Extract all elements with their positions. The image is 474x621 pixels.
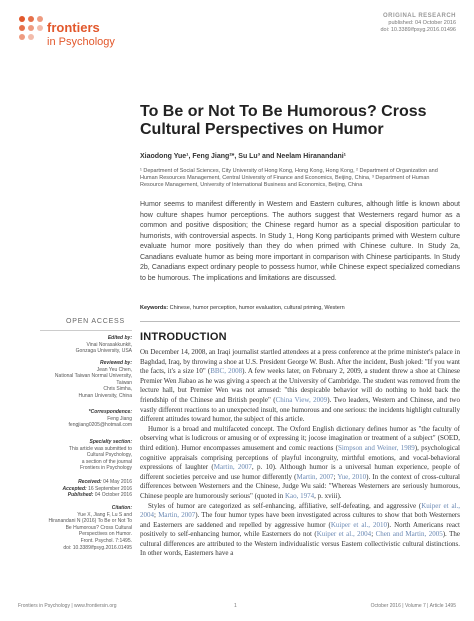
sidebar-divider <box>40 330 132 331</box>
brand-name: frontiers <box>47 20 100 35</box>
edited-by <box>40 335 132 355</box>
citation-link[interactable]: Kuiper et al., 2010 <box>330 520 387 529</box>
article-type: ORIGINAL RESEARCH <box>382 13 456 19</box>
citation-line: Yue X, Jiang F, Lu S and <box>77 511 132 518</box>
page-number: 1 <box>234 603 237 609</box>
edited-by-label: Edited by: <box>107 335 132 341</box>
specialty-line: Cultural Psychology, <box>86 452 132 459</box>
body-text: ). Two leaders, Western and Chinese, and two vastly different reactions to an unexpected insult, one humorous and one serious: the incidents highlight culturally different attitudes toward humor, the subject of this article. <box>140 395 460 424</box>
citation-line: Be Humorous? Cross Cultural <box>65 524 132 531</box>
specialty-section <box>40 439 132 472</box>
body-text: , p. xviii). <box>314 491 342 500</box>
citation-link[interactable]: Chen and Martin, 2005 <box>375 530 443 539</box>
published-date-side: 04 October 2016 <box>94 492 132 499</box>
body-text: ; <box>154 511 159 520</box>
article-header-info <box>380 13 456 34</box>
citation-link[interactable]: BBC, 2008 <box>210 367 243 376</box>
affiliation-line: ¹ Department of Social Sciences, City University of Hong Kong, Hong Kong, Hong Kong, ² Department of Organization and <box>140 168 438 174</box>
published-date: published: 04 October 2016 <box>388 20 456 26</box>
body-text: ; <box>371 530 376 539</box>
affiliation-line: Resource Management, University of International Business and Economics, Beijing, China <box>140 182 363 189</box>
open-access-label: OPEN ACCESS <box>66 318 125 325</box>
footer-issue-info: October 2016 | Volume 7 | Article 1495 <box>370 603 456 609</box>
body-text: Styles of humor are categorized as self-enhancing, affiliative, self-defeating, and aggressive ( <box>148 501 422 510</box>
article-title: To Be or Not To Be Humorous? Cross Cultural Perspectives on Humor <box>140 103 427 138</box>
citation <box>40 505 132 551</box>
correspondence-label: *Correspondence: <box>88 409 132 415</box>
keywords <box>140 305 460 311</box>
citation-link[interactable]: Kao, 1974 <box>284 491 315 500</box>
received-date: 04 May 2016 <box>103 479 132 485</box>
reviewer-line: Chris Simha, <box>103 386 132 393</box>
citation-label: Citation: <box>111 505 132 511</box>
author-list: Xiaodong Yue¹, Feng Jiang²*, Su Lu³ and Neelam Hiranandani¹ <box>140 153 347 160</box>
paragraph <box>140 425 460 502</box>
affiliation-line: Human Resources Management, Central University of Finance and Economics, Beijing, China, ³ Department of Human <box>140 175 430 182</box>
citation-link[interactable]: Kuiper et al., 2004 <box>140 501 460 520</box>
editor-affiliation: Gonzaga University, USA <box>75 348 132 355</box>
specialty-line: This article was submitted to <box>68 445 132 452</box>
accepted-date: 16 September 2016 <box>88 485 132 492</box>
body-text: ). In the context of cross-cultural differences between Westerners and the Chinese, Judge Wu said: "Whereas Westerners are seriously humorous, Chinese people are humorously serious" (quoted in <box>140 472 460 500</box>
introduction-body <box>140 348 460 559</box>
editor-name: Vinai Norasakkunkit, <box>86 341 132 348</box>
divider <box>140 321 460 322</box>
keywords-text: Chinese, humor perception, humor evaluation, cultural priming, Western <box>169 305 345 311</box>
published-label: Published: <box>67 492 94 499</box>
body-text: ; <box>333 472 338 481</box>
footer-journal-link[interactable]: Frontiers in Psychology | www.frontiersin.org <box>18 603 117 609</box>
frontiers-logo-icon <box>19 16 45 42</box>
journal-name: in Psychology <box>47 36 115 48</box>
citation-link[interactable]: Martin, 2007 <box>213 463 252 472</box>
citation-link[interactable]: Kuiper et al., 2004 <box>316 530 372 539</box>
citation-link[interactable]: Martin, 2007 <box>296 472 334 481</box>
body-text: ). The four humor types have been investigated across cultures to show that both Westerners and Easterners are saddened and repelled by aggressive humor ( <box>140 511 460 529</box>
abstract: Humor seems to manifest differently in Western and Eastern cultures, although little is known about how culture shapes humor perceptions. The authors suggest that Westerners regard humor as a common and positive disposition; the Chinese regard humor as a special disposition particular to humorists, with controversial aspects. In Study 1, Hong Kong participants primed with Western culture evaluate humor more positively than they do when primed with Chinese culture. In Study 2a, Canadians evaluate humor as being more important in comparison with Chinese participants. In Study 2b, Canadians expect ordinary people to possess humor, while Chinese expect specialized comedians to be humorous. The implications and limitations are discussed. <box>140 201 460 282</box>
section-heading-introduction: INTRODUCTION <box>140 331 227 343</box>
accepted-label: Accepted: <box>62 485 87 492</box>
body-text: , p. 10). Although humor is a universal human experience, people of different societies perceive and use humor differently ( <box>140 463 461 481</box>
body-text: ). The cultural differences are attributed to the Western individualistic versus Eastern collectivistic cultural distinctions. In other words, Easterners have a <box>140 530 461 558</box>
citation-doi-link[interactable]: doi: 10.3389/fpsyg.2016.01495 <box>63 544 132 551</box>
citation-line: Front. Psychol. 7:1495. <box>80 537 132 544</box>
specialty-label: Specialty section: <box>89 439 132 445</box>
reviewer-line: Jean Yeu Chen, <box>96 366 132 373</box>
paragraph <box>140 502 460 560</box>
reviewed-by <box>40 360 132 400</box>
article-dates <box>40 479 132 499</box>
paragraph <box>140 348 460 425</box>
reviewed-by-label: Reviewed by: <box>100 360 132 366</box>
keywords-label: Keywords: <box>140 305 169 311</box>
citation-line: Hiranandani N (2016) To Be or Not To <box>48 518 132 525</box>
body-text: Humor is a broad and multifaceted concept. The Oxford English dictionary defines humor as "the faculty of observing what is ludicrous or amusing or of expressing it; jocose imagination or treatment of a subject" (SOED, third edition). Humor encompasses amusement and comic reactions ( <box>140 424 460 452</box>
specialty-line: Frontiers in Psychology <box>80 465 132 472</box>
body-text: ), psychological cognitive appraisals comprising perceptions of playful incongruity, mirthful emotions, and vocal-behavioral expressions of laughter ( <box>140 443 460 472</box>
body-text: On December 14, 2008, an Iraqi journalist startled attendees at a press conference at the prime minister's palace in Baghdad, Iraq, by throwing a shoe at U.S. President George W. Bush. After the incident, Bush joked: "If you want the facts, it's a size 10" ( <box>140 348 460 376</box>
body-text: ). North Americans react positively to self-enhancing humor, while Easterners do not ( <box>140 520 460 539</box>
reviewer-line: Hunan University, China <box>78 392 132 399</box>
citation-link[interactable]: Simpson and Weiner, 1989 <box>337 443 415 452</box>
reviewer-line: Taiwan <box>116 379 132 386</box>
citation-link[interactable]: Yue, 2010 <box>337 472 367 481</box>
reviewer-line: National Taiwan Normal University, <box>54 373 132 380</box>
citation-line: Perspectives on Humor. <box>78 531 132 538</box>
received-label: Received: <box>78 479 102 485</box>
correspondent-email-link[interactable]: fengjiang0205@hotmail.com <box>68 422 132 429</box>
specialty-line: a section of the journal <box>81 458 132 465</box>
doi[interactable]: doi: 10.3389/fpsyg.2016.01496 <box>380 27 456 33</box>
affiliations <box>140 168 460 190</box>
correspondent-name: Feng Jiang <box>107 415 132 422</box>
journal-logo[interactable] <box>19 14 169 54</box>
citation-link[interactable]: China View, 2009 <box>275 395 328 404</box>
correspondence <box>40 409 132 429</box>
citation-link[interactable]: Martin, 2007 <box>158 511 196 520</box>
body-text: ). A few weeks later, on February 2, 2009, a student threw a shoe at Chinese Premier Wen Jiabao as he was giving a speech at the University of Cambridge. The student was removed from the lecture hall, but Premier Wen was not amused: "this despicable behavior will do nothing to hold back the friendship of the Chinese and British people" ( <box>140 367 460 404</box>
